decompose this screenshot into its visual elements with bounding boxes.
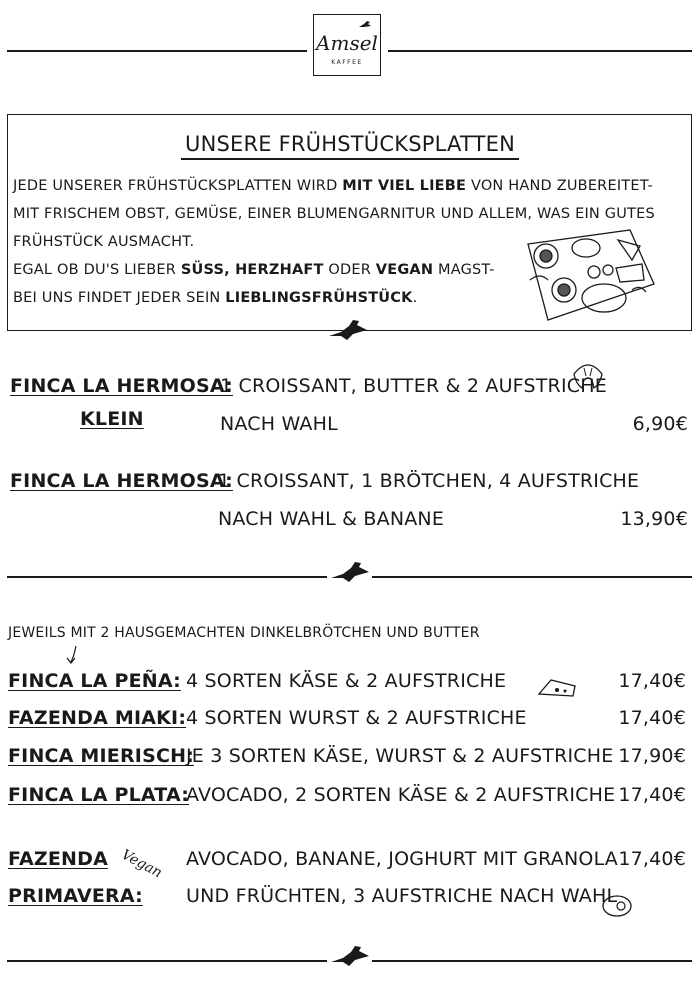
plate-desc: AVOCADO, 2 SORTEN KÄSE & 2 AUFSTRICHE: [186, 784, 616, 806]
intro-line-5: BEI UNS FINDET JEDER SEIN LIEBLINGSFRÜHSTÜCK.: [13, 290, 418, 306]
croissant-icon: [568, 356, 608, 392]
plate-name: FAZENDA MIAKI:: [8, 707, 187, 729]
plate-desc: 4 SORTEN KÄSE & 2 AUFSTRICHE: [186, 670, 507, 692]
intro-line-2: MIT FRISCHEM OBST, GEMÜSE, EINER BLUMENGARNITUR UND ALLEM, WAS EIN GUTES: [13, 206, 655, 222]
plate-name: FINCA LA HERMOSA:: [10, 375, 233, 397]
plate-desc: NACH WAHL & BANANE: [218, 508, 445, 530]
breakfast-platter-illustration: [520, 224, 658, 324]
divider-left: [7, 576, 327, 578]
divider-right: [372, 960, 692, 962]
plate-name: FAZENDA: [8, 848, 109, 870]
intro-title: UNSERE FRÜHSTÜCKSPLATTEN: [0, 132, 700, 156]
plate-name: FINCA LA PLATA:: [8, 784, 190, 806]
intro-line-4: EGAL OB DU'S LIEBER SÜSS, HERZHAFT ODER VEGAN MAGST-: [13, 262, 495, 278]
plate-price: 6,90€: [632, 413, 688, 435]
plate-price: 13,90€: [620, 508, 688, 530]
bird-icon: [327, 318, 369, 344]
plate-name: FINCA MIERISCH:: [8, 745, 194, 767]
arrow-icon: [64, 644, 80, 666]
plate-price: 17,40€: [618, 707, 686, 729]
plates-note: JEWEILS MIT 2 HAUSGEMACHTEN DINKELBRÖTCHEN UND BUTTER: [8, 625, 480, 641]
vegan-tag: Vegan: [118, 846, 165, 882]
plate-price: 17,40€: [618, 848, 686, 870]
avocado-icon: [600, 890, 634, 918]
intro-line-3: FRÜHSTÜCK AUSMACHT.: [13, 234, 195, 250]
logo-wordmark: Amsel: [316, 31, 378, 55]
plate-price: 17,40€: [618, 670, 686, 692]
plate-desc: 4 SORTEN WURST & 2 AUFSTRICHE: [186, 707, 527, 729]
plate-name-sub: KLEIN: [80, 408, 144, 430]
intro-line-1: JEDE UNSERER FRÜHSTÜCKSPLATTEN WIRD MIT VIEL LIEBE VON HAND ZUBEREITET-: [13, 178, 653, 194]
logo-subtitle: KAFFEE: [331, 59, 363, 66]
header-rule-left: [7, 50, 307, 52]
divider-left: [7, 960, 327, 962]
cheese-icon: [537, 676, 577, 700]
amsel-logo: [313, 14, 381, 76]
plate-desc: NACH WAHL: [220, 413, 338, 435]
plate-desc: JE 3 SORTEN KÄSE, WURST & 2 AUFSTRICHE: [186, 745, 614, 767]
plate-desc: UND FRÜCHTEN, 3 AUFSTRICHE NACH WAHL: [186, 885, 618, 907]
bird-icon: [358, 20, 372, 30]
header-rule-right: [388, 50, 692, 52]
bird-icon: [329, 944, 371, 970]
bird-icon: [329, 560, 371, 586]
plate-name: FINCA LA HERMOSA:: [10, 470, 233, 492]
plate-desc: AVOCADO, BANANE, JOGHURT MIT GRANOLA: [186, 848, 618, 870]
divider-right: [372, 576, 692, 578]
plate-desc: 1 CROISSANT, 1 BRÖTCHEN, 4 AUFSTRICHE: [218, 470, 640, 492]
plate-name: FINCA LA PEÑA:: [8, 670, 181, 692]
plate-name-sub: PRIMAVERA:: [8, 885, 143, 907]
plate-price: 17,40€: [618, 784, 686, 806]
plate-price: 17,90€: [618, 745, 686, 767]
plate-desc: 1 CROISSANT, BUTTER & 2 AUFSTRICHE: [220, 375, 607, 397]
